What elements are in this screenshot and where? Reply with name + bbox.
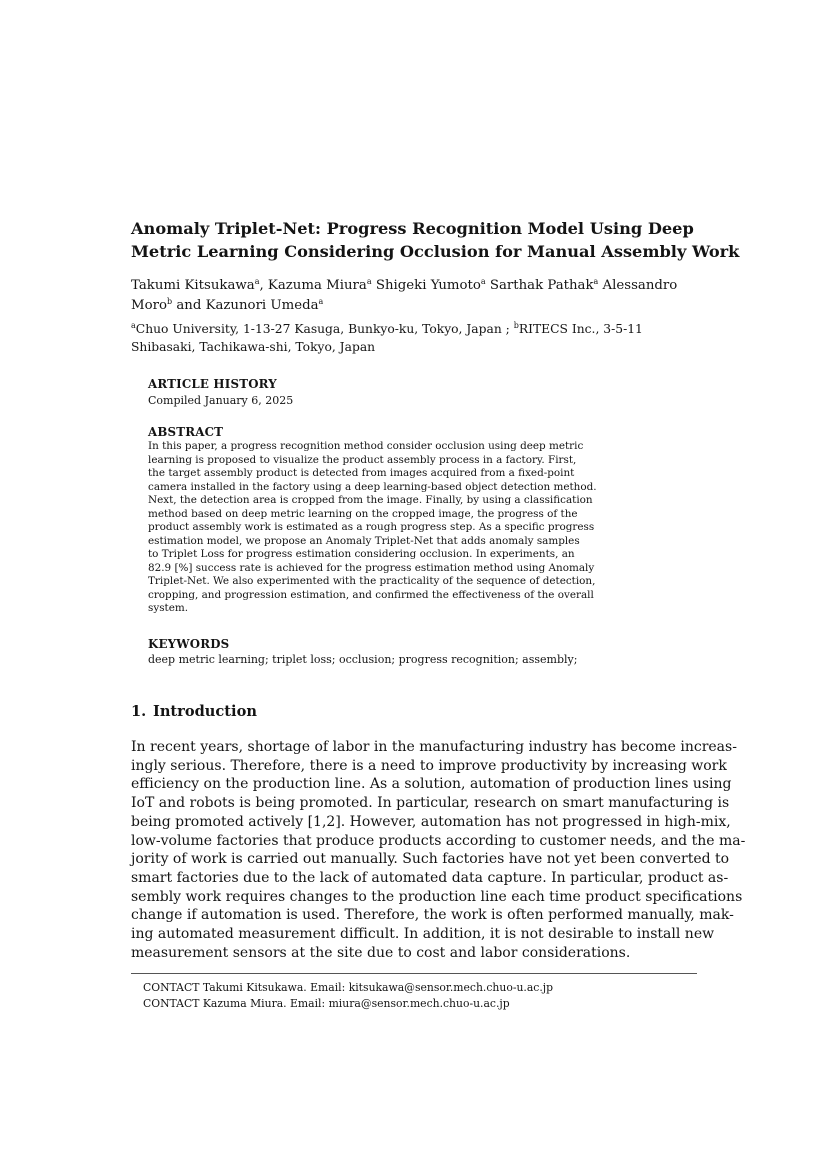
body-line: smart factories due to the lack of automated data capture. In particular, product as- — [131, 869, 729, 886]
body-line: sembly work requires changes to the production line each time product specifications — [131, 888, 743, 905]
title-line: Anomaly Triplet-Net: Progress Recognition Model Using Deep — [131, 219, 694, 238]
abstract-line: 82.9 [%] success rate is achieved for the progress estimation method using Anomaly — [148, 561, 595, 574]
abstract-line: Triplet-Net. We also experimented with the practicality of the sequence of detection, — [148, 575, 596, 587]
author-list — [131, 276, 701, 316]
body-line: jority of work is carried out manually. Such factories have not yet been converted to — [131, 851, 730, 868]
footnote-rule — [131, 973, 697, 974]
abstract-line: system. — [148, 602, 189, 614]
abstract-line: estimation model, we propose an Anomaly Triplet-Net that adds anomaly samples — [148, 534, 580, 547]
body-line: ingly serious. Therefore, there is a need to improve productivity by increasing work — [131, 757, 727, 774]
keywords-heading: KEYWORDS — [148, 637, 230, 651]
abstract-line: to Triplet Loss for progress estimation considering occlusion. In experiments, an — [148, 548, 575, 560]
contact-footnote: CONTACT Takumi Kitsukawa. Email: kitsukawa@sensor.mech.chuo-u.ac.jp — [143, 981, 554, 994]
author-name: Shigeki Yumoto — [371, 278, 481, 293]
body-line: low-volume factories that produce products according to customer needs, and the ma- — [131, 832, 746, 849]
author-name: Alessandro — [598, 278, 678, 293]
abstract-line: Next, the detection area is cropped from the image. Finally, by using a classification — [148, 494, 593, 506]
body-line: change if automation is used. Therefore, the work is often performed manually, mak- — [131, 907, 734, 924]
article-history-heading: ARTICLE HISTORY — [148, 377, 277, 391]
abstract-line: the target assembly product is detected from images acquired from a fixed-point — [148, 467, 575, 479]
section-number: 1. — [131, 703, 147, 720]
abstract-heading: ABSTRACT — [148, 425, 224, 439]
affiliation-mark: b — [513, 321, 519, 330]
abstract-line: method based on deep metric learning on the cropped image, the progress of the — [148, 507, 578, 520]
section-heading — [131, 703, 257, 720]
title-line: Metric Learning Considering Occlusion for Manual Assembly Work — [131, 242, 740, 261]
author-name: Sarthak Pathak — [485, 278, 594, 293]
affiliation-mark: a — [131, 321, 136, 330]
body-line: ing automated measurement difficult. In addition, it is not desirable to install new — [131, 926, 715, 943]
author-line — [131, 276, 701, 296]
contact-footnote: CONTACT Kazuma Miura. Email: miura@sensor.mech.chuo-u.ac.jp — [143, 997, 510, 1010]
introduction-body — [131, 738, 746, 962]
author-name: and Kazunori Umeda — [172, 298, 319, 313]
body-line: being promoted actively [1,2]. However, automation has not progressed in high-mix, — [131, 813, 731, 830]
affiliation-mark: a — [366, 277, 372, 286]
body-line: efficiency on the production line. As a solution, automation of production lines using — [131, 776, 732, 793]
affiliation-mark: a — [254, 277, 260, 286]
body-line: measurement sensors at the site due to cost and labor considerations. — [131, 944, 631, 961]
abstract-line: cropping, and progression estimation, and confirmed the effectiveness of the overall — [148, 588, 594, 601]
paper-title — [131, 217, 740, 263]
abstract-line: product assembly work is estimated as a rough progress step. As a specific progress — [148, 521, 595, 533]
abstract-line: In this paper, a progress recognition method consider occlusion using deep metric — [148, 440, 584, 452]
affiliation-mark: a — [480, 277, 486, 286]
affiliation-line: Shibasaki, Tachikawa-shi, Tokyo, Japan — [131, 340, 376, 354]
affiliation-mark: b — [166, 297, 173, 306]
affiliation-mark: a — [593, 277, 599, 286]
author-name: Takumi Kitsukawa — [131, 278, 255, 293]
section-title: Introduction — [153, 703, 257, 720]
compiled-date: Compiled January 6, 2025 — [148, 394, 294, 407]
author-name: Moro — [131, 298, 167, 313]
abstract-line: learning is proposed to visualize the product assembly process in a factory. First, — [148, 453, 577, 466]
body-line: In recent years, shortage of labor in the manufacturing industry has become increas- — [131, 739, 737, 755]
author-name: , Kazuma Miura — [259, 278, 367, 293]
abstract-body — [148, 440, 614, 616]
author-line — [131, 296, 701, 316]
keywords-text: deep metric learning; triplet loss; occlusion; progress recognition; assembly; — [148, 653, 578, 666]
affiliation-mark: a — [318, 297, 324, 306]
abstract-line: camera installed in the factory using a deep learning-based object detection method. — [148, 480, 597, 493]
affiliation-line — [131, 320, 701, 338]
affiliations — [131, 320, 701, 356]
affiliation-text: Chuo University, 1-13-27 Kasuga, Bunkyo-ku, Tokyo, Japan ; — [135, 322, 514, 336]
affiliation-text: RITECS Inc., 3-5-11 — [518, 322, 643, 336]
body-line: IoT and robots is being promoted. In particular, research on smart manufacturing is — [131, 795, 730, 812]
